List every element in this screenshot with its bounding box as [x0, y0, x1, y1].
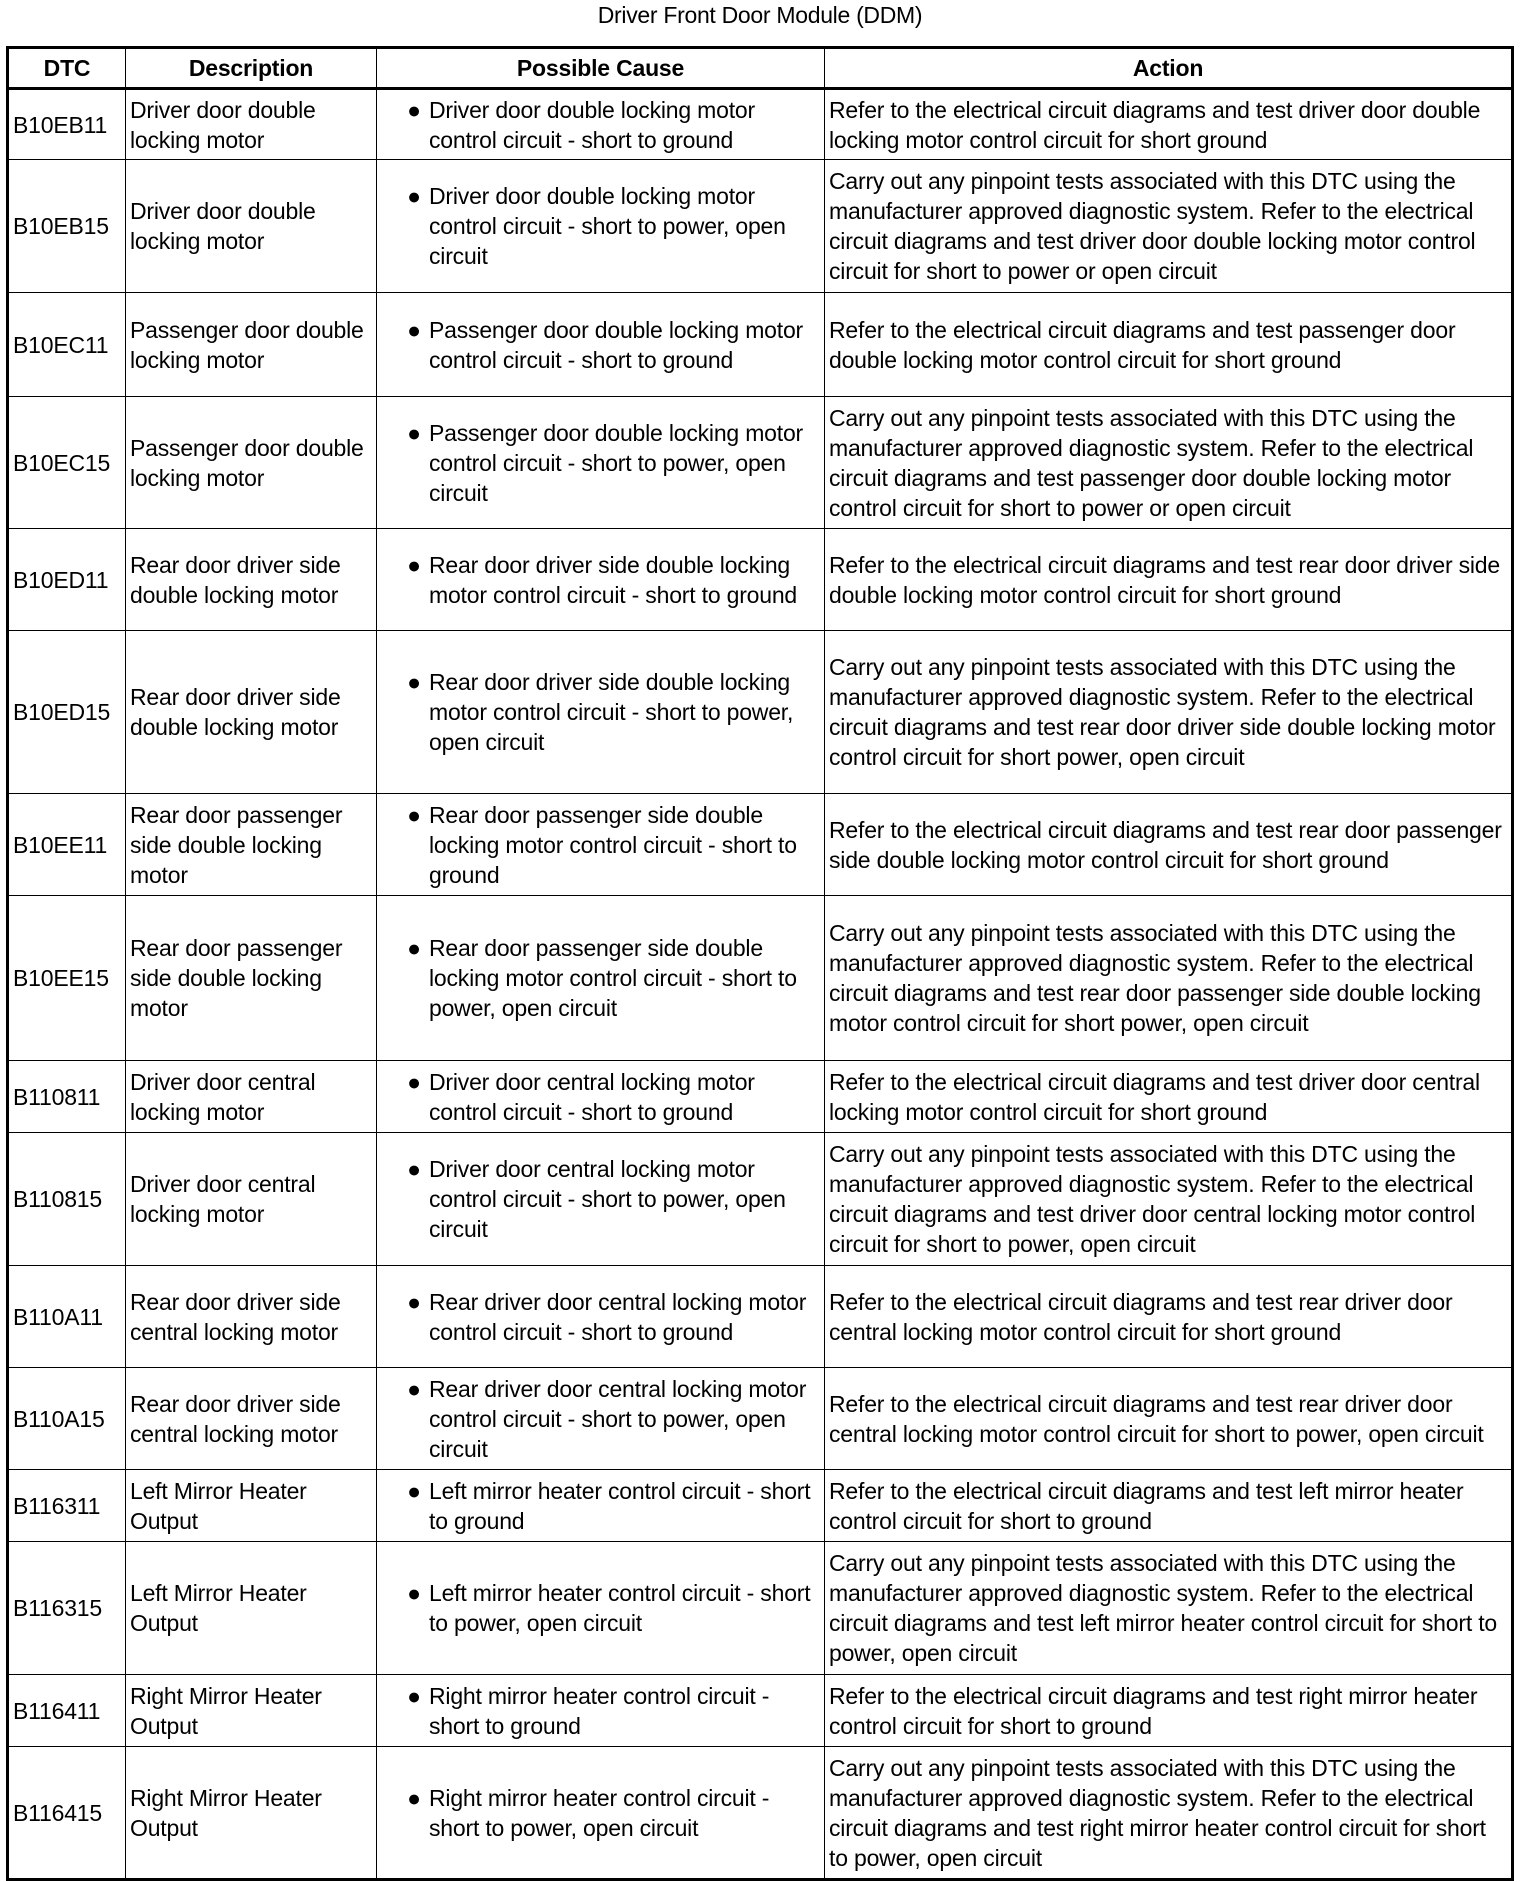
- possible-cause: [377, 89, 825, 160]
- description: Left Mirror Heater Output: [126, 1470, 377, 1542]
- table-row: [8, 293, 1513, 397]
- description: Rear door passenger side double locking motor: [126, 896, 377, 1061]
- bullet-icon: ●: [407, 316, 421, 343]
- table-row: [8, 1368, 1513, 1470]
- action: Refer to the electrical circuit diagrams and test passenger door double locking motor control circuit for short ground: [825, 293, 1513, 397]
- possible-cause: [377, 1266, 825, 1368]
- possible-cause-text: Rear door passenger side double locking motor control circuit - short to ground: [429, 801, 797, 888]
- description: Rear door driver side central locking motor: [126, 1368, 377, 1470]
- possible-cause: [377, 1542, 825, 1675]
- table-row: [8, 631, 1513, 794]
- table-row: [8, 1061, 1513, 1133]
- possible-cause-text: Driver door double locking motor control circuit - short to power, open circuit: [429, 183, 786, 269]
- table-row: [8, 529, 1513, 631]
- possible-cause: [377, 1675, 825, 1747]
- possible-cause-text: Rear door driver side double locking motor control circuit - short to power, open circuit: [429, 669, 794, 755]
- bullet-icon: ●: [407, 419, 421, 446]
- description: Driver door double locking motor: [126, 89, 377, 160]
- possible-cause: [377, 293, 825, 397]
- possible-cause: [377, 1368, 825, 1470]
- dtc-code: B110811: [8, 1061, 126, 1133]
- bullet-icon: ●: [407, 669, 421, 695]
- description: Driver door central locking motor: [126, 1061, 377, 1133]
- action: Refer to the electrical circuit diagrams and test rear door passenger side double locking motor control circuit for short ground: [825, 794, 1513, 896]
- description: Rear door passenger side double locking motor: [126, 794, 377, 896]
- possible-cause-text: Rear driver door central locking motor control circuit - short to ground: [429, 1288, 807, 1345]
- possible-cause-text: Driver door central locking motor control circuit - short to ground: [429, 1068, 755, 1125]
- action: Refer to the electrical circuit diagrams and test rear driver door central locking motor control circuit for short to power, open circuit: [825, 1368, 1513, 1470]
- description: Driver door central locking motor: [126, 1133, 377, 1266]
- possible-cause: [377, 794, 825, 896]
- bullet-icon: ●: [407, 1580, 421, 1606]
- possible-cause-text: Rear driver door central locking motor control circuit - short to power, open circuit: [429, 1375, 807, 1462]
- action: Refer to the electrical circuit diagrams and test driver door central locking motor control circuit for short ground: [825, 1061, 1513, 1133]
- document-title: Driver Front Door Module (DDM): [597, 2, 923, 28]
- dtc-code: B10ED11: [8, 529, 126, 631]
- description: Right Mirror Heater Output: [126, 1747, 377, 1880]
- possible-cause: [377, 397, 825, 529]
- action: Refer to the electrical circuit diagrams and test left mirror heater control circuit for short to ground: [825, 1470, 1513, 1542]
- action: Refer to the electrical circuit diagrams and test right mirror heater control circuit for short to ground: [825, 1675, 1513, 1747]
- bullet-icon: ●: [407, 1477, 421, 1504]
- header-possible-cause: Possible Cause: [377, 48, 825, 89]
- action: Carry out any pinpoint tests associated with this DTC using the manufacturer approved diagnostic system. Refer to the electrical circuit diagrams and test driver door central locking motor control circuit for short to power, open circuit: [825, 1133, 1513, 1266]
- possible-cause-text: Passenger door double locking motor control circuit - short to ground: [429, 316, 804, 373]
- possible-cause-text: Left mirror heater control circuit - short to power, open circuit: [429, 1580, 811, 1636]
- table-row: [8, 1747, 1513, 1880]
- possible-cause-text: Driver door double locking motor control circuit - short to ground: [429, 96, 755, 153]
- header-dtc: DTC: [8, 48, 126, 89]
- possible-cause-text: Passenger door double locking motor control circuit - short to power, open circuit: [429, 419, 804, 506]
- table-row: [8, 896, 1513, 1061]
- possible-cause: [377, 1133, 825, 1266]
- action: Carry out any pinpoint tests associated with this DTC using the manufacturer approved diagnostic system. Refer to the electrical circuit diagrams and test left mirror heater control circuit for short to power, open circuit: [825, 1542, 1513, 1675]
- possible-cause-text: Left mirror heater control circuit - short to ground: [429, 1477, 811, 1534]
- dtc-code: B10ED15: [8, 631, 126, 794]
- action: Carry out any pinpoint tests associated with this DTC using the manufacturer approved diagnostic system. Refer to the electrical circuit diagrams and test right mirror heater control circuit for short to power, open circuit: [825, 1747, 1513, 1880]
- table-row: [8, 397, 1513, 529]
- dtc-code: B10EB11: [8, 89, 126, 160]
- possible-cause-text: Rear door passenger side double locking motor control circuit - short to power, open circuit: [429, 935, 797, 1021]
- possible-cause-text: Right mirror heater control circuit - short to power, open circuit: [429, 1784, 770, 1841]
- bullet-icon: ●: [407, 1375, 421, 1402]
- action: Refer to the electrical circuit diagrams and test rear door driver side double locking motor control circuit for short ground: [825, 529, 1513, 631]
- table-row: [8, 1470, 1513, 1542]
- table-row: [8, 1266, 1513, 1368]
- table-row: [8, 160, 1513, 293]
- action: Carry out any pinpoint tests associated with this DTC using the manufacturer approved diagnostic system. Refer to the electrical circuit diagrams and test passenger door double locking motor control circuit for short to power or open circuit: [825, 397, 1513, 529]
- description: Right Mirror Heater Output: [126, 1675, 377, 1747]
- header-description: Description: [126, 48, 377, 89]
- dtc-code: B116315: [8, 1542, 126, 1675]
- header-action: Action: [825, 48, 1513, 89]
- possible-cause-text: Rear door driver side double locking motor control circuit - short to ground: [429, 551, 798, 608]
- dtc-code: B10EE15: [8, 896, 126, 1061]
- dtc-code: B110A15: [8, 1368, 126, 1470]
- bullet-icon: ●: [407, 551, 421, 578]
- bullet-icon: ●: [407, 1156, 421, 1182]
- description: Passenger door double locking motor: [126, 293, 377, 397]
- action: Refer to the electrical circuit diagrams and test rear driver door central locking motor control circuit for short ground: [825, 1266, 1513, 1368]
- action: Refer to the electrical circuit diagrams and test driver door double locking motor control circuit for short ground: [825, 89, 1513, 160]
- description: Driver door double locking motor: [126, 160, 377, 293]
- bullet-icon: ●: [407, 1784, 421, 1811]
- bullet-icon: ●: [407, 801, 421, 828]
- action: Carry out any pinpoint tests associated with this DTC using the manufacturer approved diagnostic system. Refer to the electrical circuit diagrams and test rear door passenger side double locking motor control circuit for short power, open circuit: [825, 896, 1513, 1061]
- dtc-code: B110815: [8, 1133, 126, 1266]
- description: Rear door driver side double locking motor: [126, 631, 377, 794]
- bullet-icon: ●: [407, 183, 421, 209]
- dtc-code: B10EB15: [8, 160, 126, 293]
- table-row: [8, 794, 1513, 896]
- action: Carry out any pinpoint tests associated with this DTC using the manufacturer approved diagnostic system. Refer to the electrical circuit diagrams and test driver door double locking motor control circuit for short to power or open circuit: [825, 160, 1513, 293]
- table-row: [8, 1542, 1513, 1675]
- bullet-icon: ●: [407, 96, 421, 123]
- possible-cause: [377, 1061, 825, 1133]
- bullet-icon: ●: [407, 1682, 421, 1709]
- dtc-code: B116311: [8, 1470, 126, 1542]
- dtc-code: B116411: [8, 1675, 126, 1747]
- dtc-table: [6, 46, 1514, 1881]
- action: Carry out any pinpoint tests associated with this DTC using the manufacturer approved diagnostic system. Refer to the electrical circuit diagrams and test rear door driver side double locking motor control circuit for short power, open circuit: [825, 631, 1513, 794]
- description: Rear door driver side central locking motor: [126, 1266, 377, 1368]
- table-row: [8, 1133, 1513, 1266]
- bullet-icon: ●: [407, 1288, 421, 1315]
- bullet-icon: ●: [407, 935, 421, 961]
- possible-cause-text: Driver door central locking motor control circuit - short to power, open circuit: [429, 1156, 786, 1242]
- possible-cause: [377, 1470, 825, 1542]
- dtc-code: B110A11: [8, 1266, 126, 1368]
- description: Left Mirror Heater Output: [126, 1542, 377, 1675]
- description: Passenger door double locking motor: [126, 397, 377, 529]
- table-row: [8, 1675, 1513, 1747]
- description: Rear door driver side double locking motor: [126, 529, 377, 631]
- dtc-code: B10EC11: [8, 293, 126, 397]
- dtc-code: B10EE11: [8, 794, 126, 896]
- possible-cause: [377, 529, 825, 631]
- table-row: [8, 89, 1513, 160]
- bullet-icon: ●: [407, 1068, 421, 1095]
- table-header-row: [8, 48, 1513, 89]
- possible-cause: [377, 160, 825, 293]
- dtc-code: B10EC15: [8, 397, 126, 529]
- dtc-code: B116415: [8, 1747, 126, 1880]
- possible-cause-text: Right mirror heater control circuit - short to ground: [429, 1682, 770, 1739]
- possible-cause: [377, 631, 825, 794]
- possible-cause: [377, 1747, 825, 1880]
- possible-cause: [377, 896, 825, 1061]
